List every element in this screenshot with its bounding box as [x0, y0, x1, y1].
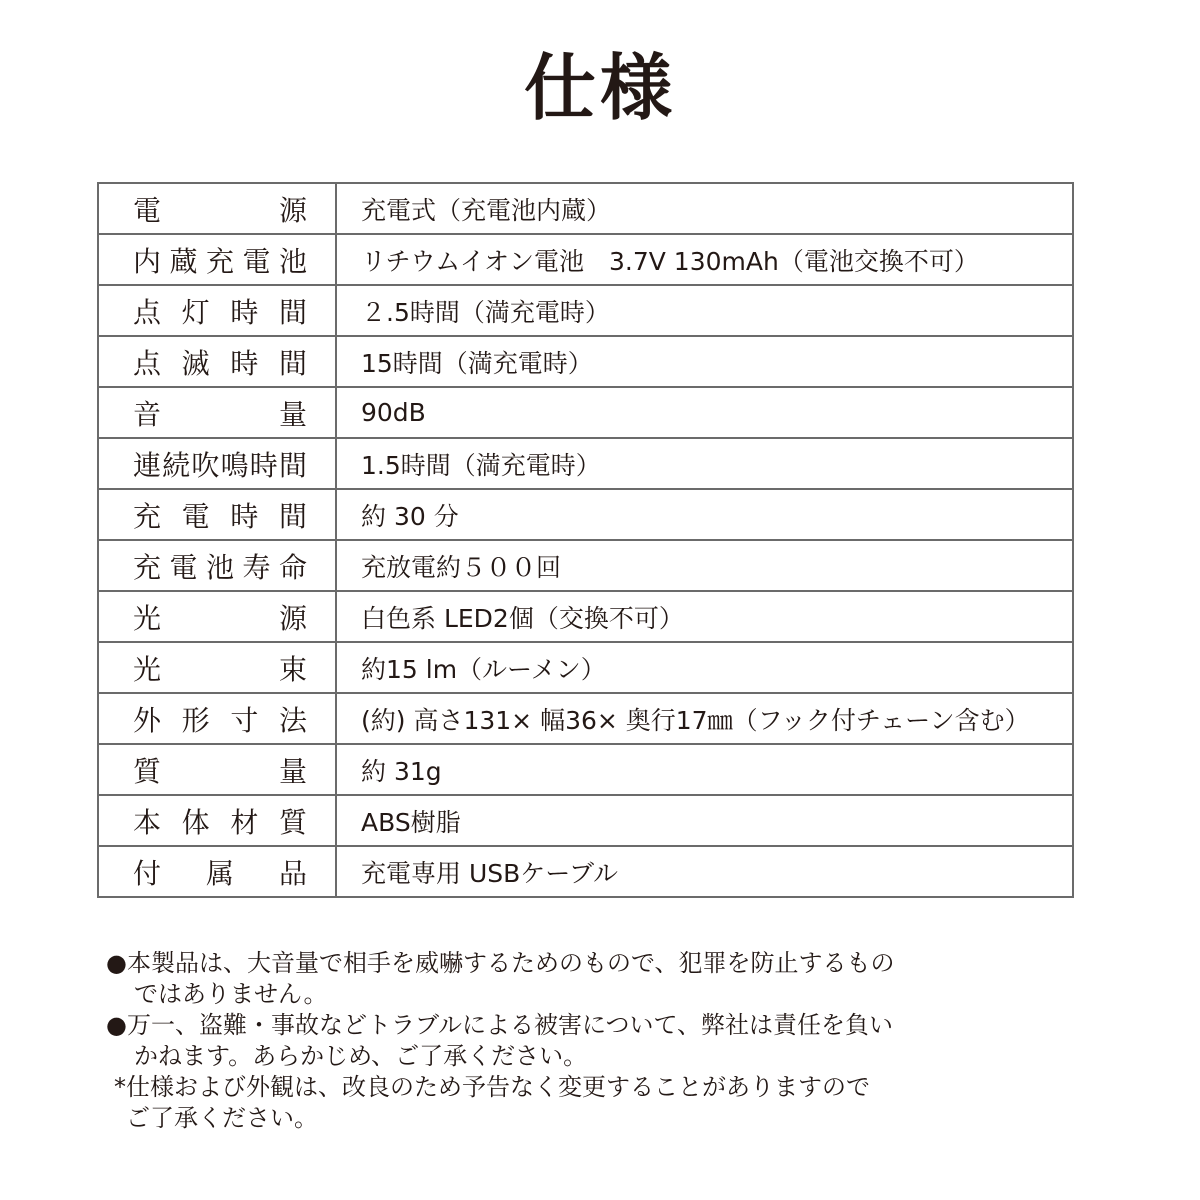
spec-value: 1.5時間（満充電時） [361, 450, 601, 480]
spec-label-char: 源 [278, 601, 307, 635]
spec-label-cell [98, 234, 336, 285]
spec-label-cell [98, 642, 336, 693]
spec-label [99, 852, 335, 892]
spec-label-char: 間 [278, 295, 307, 329]
spec-label-char: 光 [133, 601, 162, 635]
spec-value: リチウムイオン電池 3.7V 130mAh（電池交換不可） [361, 246, 979, 276]
spec-label-char: 質 [278, 805, 307, 839]
spec-label-char: 寿 [242, 550, 271, 584]
spec-value-cell [336, 540, 1073, 591]
spec-label-char: 内 [133, 244, 162, 278]
spec-label [99, 444, 335, 484]
spec-label-char: 量 [278, 397, 307, 431]
note-2-line-1: ●万一、盗難・事故などトラブルによる被害について、弊社は責任を負い [106, 1011, 894, 1039]
spec-label [99, 699, 335, 739]
spec-row [98, 642, 1073, 693]
spec-value-cell [336, 693, 1073, 744]
note-1-line-2: ではありません。 [134, 980, 328, 1008]
note-2-line-2: かねます。あらかじめ、ご了承ください。 [134, 1042, 588, 1070]
spec-label [99, 240, 335, 280]
spec-row [98, 489, 1073, 540]
spec-row [98, 438, 1073, 489]
spec-value-cell [336, 387, 1073, 438]
spec-label [99, 546, 335, 586]
spec-label-char: 鳴 [220, 448, 249, 482]
spec-label-char: 付 [133, 856, 162, 890]
spec-label-char: 属 [205, 856, 234, 890]
spec-value: 約 31g [361, 756, 442, 786]
spec-row [98, 795, 1073, 846]
spec-label-char: 時 [230, 499, 259, 533]
spec-label-cell [98, 438, 336, 489]
spec-value-cell [336, 846, 1073, 897]
spec-label-char: 充 [133, 499, 162, 533]
spec-value: 約 30 分 [361, 501, 459, 531]
spec-row [98, 591, 1073, 642]
spec-label-char: 命 [278, 550, 307, 584]
spec-row [98, 183, 1073, 234]
spec-label [99, 189, 335, 229]
spec-value: ２.5時間（満充電時） [361, 297, 610, 327]
notes [106, 948, 1106, 1134]
spec-label-char: 材 [230, 805, 259, 839]
spec-label-cell [98, 540, 336, 591]
spec-label [99, 393, 335, 433]
note-3-line-1: *仕様および外観は、改良のため予告なく変更することがありますので [114, 1073, 870, 1101]
spec-label-char: 束 [278, 652, 307, 686]
spec-row [98, 846, 1073, 897]
spec-value: 90dB [361, 398, 426, 427]
spec-label-char: 点 [133, 295, 162, 329]
spec-label-char: 形 [181, 703, 210, 737]
spec-value: 約15 lm（ルーメン） [361, 654, 606, 684]
spec-value: (約) 高さ131× 幅36× 奥行17㎜（フック付チェーン含む） [361, 705, 1030, 735]
spec-row [98, 285, 1073, 336]
spec-label-char: 灯 [181, 295, 210, 329]
spec-table-body [98, 183, 1073, 897]
spec-label-char: 品 [278, 856, 307, 890]
spec-label-cell [98, 336, 336, 387]
spec-value: 15時間（満充電時） [361, 348, 593, 378]
spec-value: 充放電約５００回 [361, 552, 562, 582]
spec-label-char: 続 [162, 448, 191, 482]
spec-value: 充電専用 USBケーブル [361, 858, 619, 888]
spec-label-char: 点 [133, 346, 162, 380]
spec-label [99, 648, 335, 688]
spec-label-char: 池 [205, 550, 234, 584]
spec-value-cell [336, 642, 1073, 693]
spec-label [99, 750, 335, 790]
spec-value-cell [336, 234, 1073, 285]
spec-value: 白色系 LED2個（交換不可） [361, 603, 684, 633]
spec-label-char: 源 [278, 193, 307, 227]
spec-label-char: 蔵 [169, 244, 198, 278]
spec-label-char: 寸 [230, 703, 259, 737]
spec-label-cell [98, 183, 336, 234]
spec-label [99, 495, 335, 535]
note-3-line-2: ご了承ください。 [126, 1104, 318, 1132]
spec-label-cell [98, 846, 336, 897]
spec-label-char: 量 [278, 754, 307, 788]
spec-row [98, 693, 1073, 744]
spec-row [98, 336, 1073, 387]
spec-table [97, 182, 1074, 898]
spec-value-cell [336, 795, 1073, 846]
spec-label-char: 本 [133, 805, 162, 839]
spec-label [99, 291, 335, 331]
spec-label-char: 間 [278, 448, 307, 482]
spec-label-char: 滅 [181, 346, 210, 380]
spec-row [98, 387, 1073, 438]
spec-row [98, 234, 1073, 285]
spec-label-char: 外 [133, 703, 162, 737]
spec-value-cell [336, 285, 1073, 336]
spec-label-char: 連 [133, 448, 162, 482]
spec-label-char: 時 [249, 448, 278, 482]
spec-label-char: 池 [278, 244, 307, 278]
spec-label-cell [98, 744, 336, 795]
spec-label-char: 間 [278, 499, 307, 533]
spec-value-cell [336, 591, 1073, 642]
spec-label [99, 342, 335, 382]
spec-value-cell [336, 183, 1073, 234]
spec-label-cell [98, 693, 336, 744]
spec-value-cell [336, 438, 1073, 489]
spec-label-char: 時 [230, 346, 259, 380]
spec-label-char: 時 [230, 295, 259, 329]
spec-row [98, 744, 1073, 795]
spec-value: 充電式（充電池内蔵） [361, 195, 612, 225]
spec-label [99, 597, 335, 637]
spec-label-char: 法 [278, 703, 307, 737]
page-title: 仕様 [523, 46, 676, 130]
spec-label-cell [98, 489, 336, 540]
spec-label-char: 電 [169, 550, 198, 584]
spec-label-char: 音 [133, 397, 162, 431]
spec-value-cell [336, 336, 1073, 387]
spec-label [99, 801, 335, 841]
spec-row [98, 540, 1073, 591]
spec-label-cell [98, 795, 336, 846]
spec-label-char: 間 [278, 346, 307, 380]
spec-label-char: 充 [205, 244, 234, 278]
spec-label-cell [98, 387, 336, 438]
spec-label-char: 質 [133, 754, 162, 788]
spec-label-char: 体 [181, 805, 210, 839]
spec-value-cell [336, 744, 1073, 795]
spec-label-char: 電 [181, 499, 210, 533]
note-1-line-1: ●本製品は、大音量で相手を威嚇するためのもので、犯罪を防止するもの [106, 949, 895, 977]
spec-label-cell [98, 285, 336, 336]
spec-label-cell [98, 591, 336, 642]
spec-value: ABS樹脂 [361, 807, 461, 837]
spec-label-char: 充 [133, 550, 162, 584]
spec-label-char: 吹 [191, 448, 220, 482]
spec-label-char: 光 [133, 652, 162, 686]
spec-label-char: 電 [133, 193, 162, 227]
spec-label-char: 電 [242, 244, 271, 278]
spec-value-cell [336, 489, 1073, 540]
